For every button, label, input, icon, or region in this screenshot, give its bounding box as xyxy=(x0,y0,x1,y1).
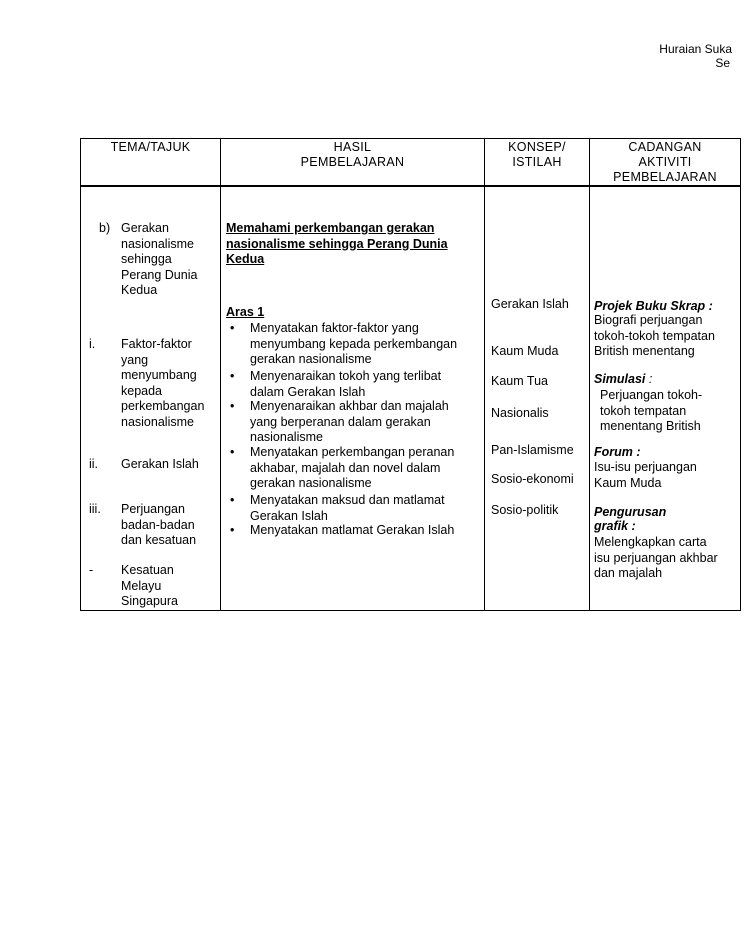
pengurusan-body: Melengkapkan carta isu perjuangan akhbar dan majalah xyxy=(594,535,718,580)
simulasi-title: Simulasi : xyxy=(594,372,653,386)
konsep-item: Sosio-politik xyxy=(491,503,559,517)
table-header-row xyxy=(81,139,741,187)
konsep-item: Nasionalis xyxy=(491,406,549,420)
konsep-cell xyxy=(485,186,590,611)
cadangan-cell xyxy=(590,186,741,611)
header-cadangan: CADANGAN AKTIVITI PEMBELAJARAN xyxy=(590,139,741,187)
header-hasil: HASIL PEMBELAJARAN xyxy=(221,139,485,187)
header-tema: TEMA/TAJUK xyxy=(81,139,221,187)
hasil-heading: Memahami perkembangan gerakan nasionalisme sehingga Perang Dunia Kedua xyxy=(226,221,448,266)
forum-title: Forum : xyxy=(594,445,641,459)
forum-body: Isu-isu perjuangan Kaum Muda xyxy=(594,460,697,490)
hasil-level: Aras 1 xyxy=(226,305,265,319)
projek-body: Biografi perjuangan tokoh-tokoh tempatan British menentang xyxy=(594,313,715,358)
konsep-item: Gerakan Islah xyxy=(491,297,569,311)
table-row xyxy=(81,186,741,611)
konsep-item: Sosio-ekonomi xyxy=(491,472,574,486)
simulasi-body: Perjuangan tokoh- tokoh tempatan menentang British xyxy=(600,388,703,433)
header-konsep: KONSEP/ ISTILAH xyxy=(485,139,590,187)
konsep-item: Kaum Tua xyxy=(491,374,548,388)
tema-cell: b) Gerakan nasionalisme sehingga Perang Dunia Kedua i. Faktor-faktor yang menyumbang kepada perkembangan nasionalisme ii. Gerakan Islah iii. Perjuangan badan-badan dan kesatuan - Kesatuan Melayu Singapura xyxy=(81,186,221,611)
syllabus-table xyxy=(80,138,741,611)
pengurusan-title: Pengurusan grafik : xyxy=(594,505,667,533)
page-header xyxy=(659,42,732,70)
header-line-1: Huraian Suka xyxy=(659,42,732,56)
konsep-item: Pan-Islamisme xyxy=(491,443,574,457)
hasil-cell: Memahami perkembangan gerakan nasionalisme sehingga Perang Dunia Kedua Aras 1 • Menyatakan faktor-faktor yang menyumbang kepada perkembangan gerakan nasionalisme • Menyenaraikan tokoh yang terlibat dalam Gerakan Islah • Menyenaraikan akhbar dan majalah yang berperanan dalam gerakan nasionalisme • Menyatakan perkembangan peranan akhabar, majalah dan novel dalam gerakan nasionalisme • Menyatakan maksud dan matlamat Gerakan Islah • Menyatakan matlamat Gerakan Islah xyxy=(221,186,485,611)
konsep-item: Kaum Muda xyxy=(491,344,559,358)
header-line-2: Se xyxy=(715,56,730,70)
projek-title: Projek Buku Skrap : xyxy=(594,299,713,313)
